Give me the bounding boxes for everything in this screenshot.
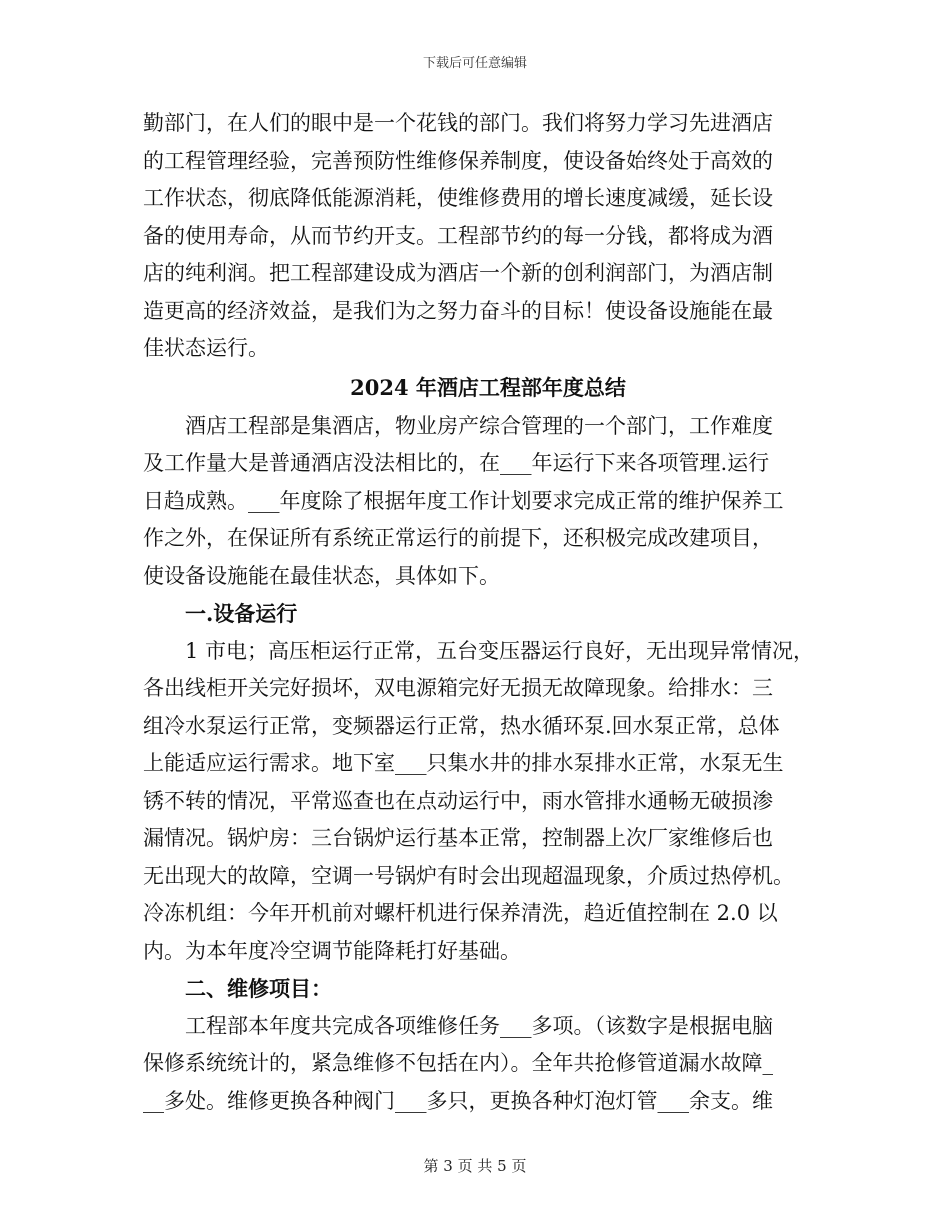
paragraph-equipment [143, 633, 833, 971]
text-line: 酒店工程部是集酒店，物业房产综合管理的一个部门，工作难度 [185, 413, 773, 438]
text-line: 使设备设施能在最佳状态，具体如下。 [143, 563, 500, 588]
page-header: 下载后可任意编辑 [422, 56, 527, 71]
text-line: 日趋成熟。___年度除了根据年度工作计划要求完成正常的维护保养工 [143, 488, 784, 513]
text-line: 的工程管理经验，完善预防性维修保养制度，使设备始终处于高效的 [143, 148, 773, 173]
text-line: 1 市电；高压柜运行正常，五台变压器运行良好，无出现异常情况， [185, 638, 815, 663]
text-line: 保修系统统计的，紧急维修不包括在内）。全年共抢修管道漏水故障_ [143, 1051, 773, 1075]
text-line: 冷冻机组：今年开机前对螺杆机进行保养清洗，趋近值控制在 2.0 以 [143, 901, 778, 925]
paragraph-repairs [143, 1008, 833, 1121]
document-title: 2024 年酒店工程部年度总结 [350, 374, 626, 400]
text-line: 锈不转的情况，平常巡查也在点动运行中，雨水管排水通畅无破损渗 [143, 788, 773, 813]
text-line: 及工作量大是普通酒店没法相比的，在___年运行下来各项管理.运行 [143, 451, 770, 475]
page-footer: 第 3 页 共 5 页 [423, 1157, 527, 1175]
text-line: 工程部本年度共完成各项维修任务___多项。（该数字是根据电脑 [185, 1013, 773, 1038]
section-heading-repairs: 二、维修项目： [185, 976, 332, 1001]
text-line: __多处。维修更换各种阀门___多只，更换各种灯泡灯管___余支。维 [143, 1088, 773, 1113]
text-line: 漏情况。锅炉房：三台锅炉运行基本正常，控制器上次厂家维修后也 [143, 826, 773, 850]
text-line: 各出线柜开关完好损坏，双电源箱完好无损无故障现象。给排水：三 [143, 676, 773, 700]
text-line: 勤部门，在人们的眼中是一个花钱的部门。我们将努力学习先进酒店 [143, 111, 773, 135]
text-line: 上能适应运行需求。地下室___只集水井的排水泵排水正常，水泵无生 [143, 751, 784, 775]
text-line: 作之外，在保证所有系统正常运行的前提下，还积极完成改建项目， [143, 526, 773, 550]
text-line: 店的纯利润。把工程部建设成为酒店一个新的创利润部门，为酒店制 [143, 261, 773, 285]
document-body [143, 105, 833, 1120]
text-line: 组冷水泵运行正常，变频器运行正常，热水循环泵.回水泵正常，总体 [143, 713, 780, 738]
text-line: 内。为本年度冷空调节能降耗打好基础。 [143, 938, 521, 963]
paragraph-intro [143, 105, 833, 368]
text-line: 工作状态，彻底降低能源消耗，使维修费用的增长速度减缓，延长设 [143, 186, 773, 210]
section-heading-equipment: 一.设备运行 [185, 601, 298, 626]
text-line: 佳状态运行。 [143, 336, 269, 360]
text-line: 造更高的经济效益，是我们为之努力奋斗的目标！使设备设施能在最 [143, 298, 773, 323]
text-line: 无出现大的故障，空调一号锅炉有时会出现超温现象，介质过热停机。 [143, 863, 794, 888]
paragraph-overview [143, 408, 833, 596]
text-line: 备的使用寿命，从而节约开支。工程部节约的每一分钱，都将成为酒 [143, 223, 773, 248]
